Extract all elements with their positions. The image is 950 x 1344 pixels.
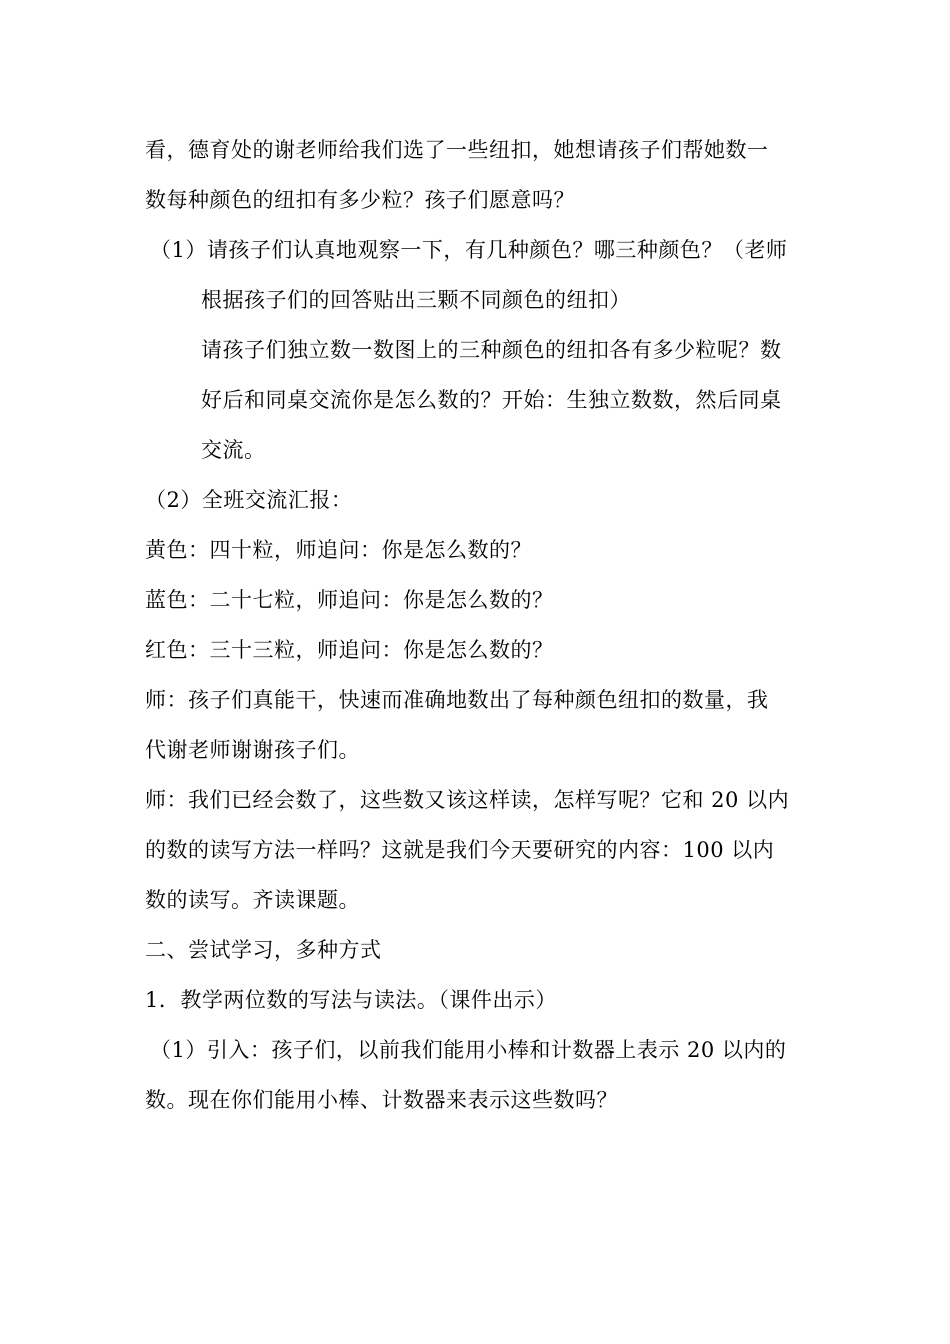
- text-line: 看，德育处的谢老师给我们选了一些纽扣，她想请孩子们帮她数一: [145, 138, 769, 162]
- text-line: 1．教学两位数的写法与读法。（课件出示）: [145, 988, 557, 1012]
- text-line: 请孩子们独立数一数图上的三种颜色的纽扣各有多少粒呢？数: [201, 338, 782, 362]
- text-line: 师：我们已经会数了，这些数又该这样读，怎样写呢？它和 20 以内: [145, 788, 790, 812]
- text-line: （2）全班交流汇报：: [145, 488, 353, 512]
- text-line: 红色：三十三粒，师追问：你是怎么数的？: [145, 638, 554, 662]
- text-line: 蓝色：二十七粒，师追问：你是怎么数的？: [145, 588, 554, 612]
- text-line: 数每种颜色的纽扣有多少粒？孩子们愿意吗？: [145, 188, 575, 212]
- text-line: 的数的读写方法一样吗？这就是我们今天要研究的内容：100 以内: [145, 838, 775, 862]
- text-line: 好后和同桌交流你是怎么数的？开始：生独立数数，然后同桌: [201, 388, 782, 412]
- text-line: 代谢老师谢谢孩子们。: [145, 738, 360, 762]
- text-line: （1）引入：孩子们，以前我们能用小棒和计数器上表示 20 以内的: [150, 1038, 787, 1062]
- text-line: 师：孩子们真能干，快速而准确地数出了每种颜色纽扣的数量，我: [145, 688, 769, 712]
- text-line: 数的读写。齐读课题。: [145, 888, 360, 912]
- section-heading: 二、尝试学习，多种方式: [145, 938, 382, 962]
- text-line: 根据孩子们的回答贴出三颗不同颜色的纽扣）: [201, 288, 631, 312]
- text-line: 交流。: [201, 438, 266, 462]
- text-line: 数。现在你们能用小棒、计数器来表示这些数吗？: [145, 1088, 618, 1112]
- text-line: 黄色：四十粒，师追问：你是怎么数的？: [145, 538, 532, 562]
- text-line: （1）请孩子们认真地观察一下，有几种颜色？哪三种颜色？（老师: [150, 238, 788, 262]
